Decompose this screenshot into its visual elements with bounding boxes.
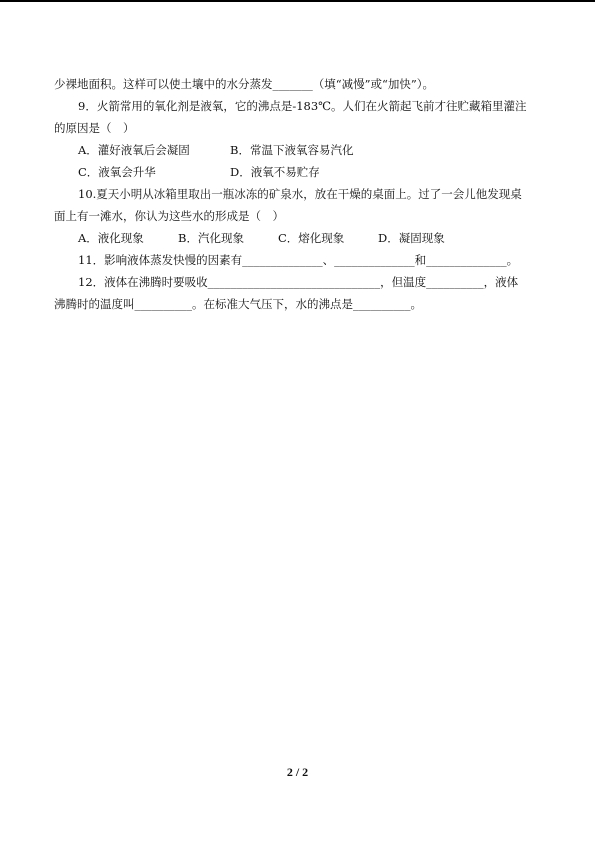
option-b: B．常温下液氧容易汽化 xyxy=(230,143,354,157)
question-12-line-2: 沸腾时的温度叫__________。在标准大气压下，水的沸点是__________。 xyxy=(54,297,422,311)
question-10-options xyxy=(54,227,544,249)
question-10-line-2: 面上有一滩水，你认为这些水的形成是（ ） xyxy=(54,209,284,223)
question-12-line-1: 12．液体在沸腾时要吸收______________________________，但温度__________，液体 xyxy=(78,275,519,289)
text-line: 少裸地面积。这样可以使土壤中的水分蒸发_______（填“减慢”或“加快”）。 xyxy=(54,77,435,91)
option-c: C．熔化现象 xyxy=(278,231,345,245)
question-9-options-row-1 xyxy=(54,139,544,161)
option-b: B．汽化现象 xyxy=(178,231,244,245)
document-body xyxy=(54,73,544,315)
option-a: A．液化现象 xyxy=(78,231,144,245)
option-d: D．凝固现象 xyxy=(378,231,445,245)
question-9-line-2: 的原因是（ ） xyxy=(54,121,135,135)
question-11: 11．影响液体蒸发快慢的因素有______________、______________和______________。 xyxy=(78,253,519,267)
question-9-options-row-2 xyxy=(54,161,544,183)
question-10-line-1: 10.夏天小明从冰箱里取出一瓶冰冻的矿泉水，放在干燥的桌面上。过了一会儿他发现桌 xyxy=(78,187,522,201)
option-c: C．液氧会升华 xyxy=(78,165,156,179)
page-number: 2 / 2 xyxy=(286,765,309,779)
option-a: A．灌好液氧后会凝固 xyxy=(78,143,190,157)
header-rule xyxy=(0,0,595,2)
option-d: D．液氧不易贮存 xyxy=(230,165,320,179)
question-9-line-1: 9．火箭常用的氧化剂是液氧，它的沸点是-183℃。人们在火箭起飞前才往贮藏箱里灌注 xyxy=(78,99,527,113)
